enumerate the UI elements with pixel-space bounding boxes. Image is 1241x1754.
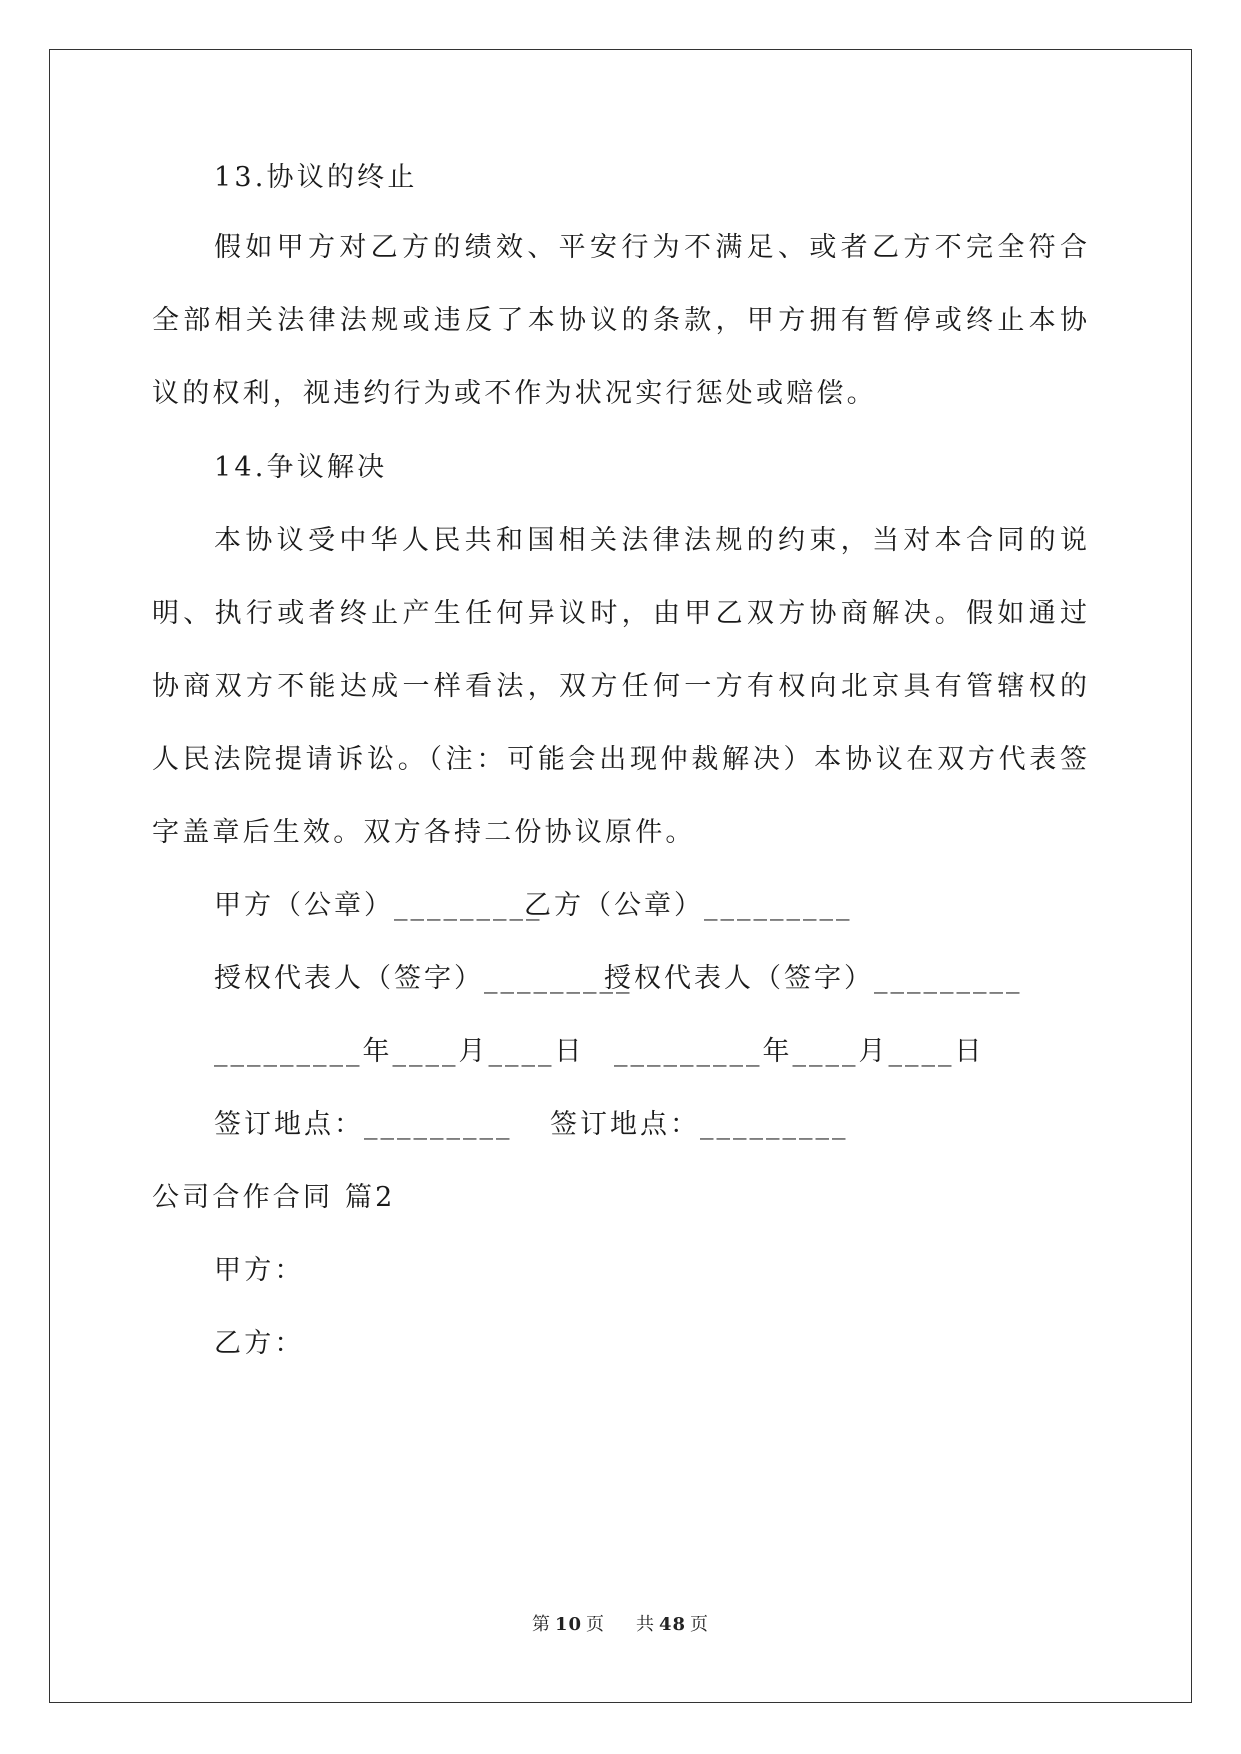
paragraph-line: 人民法院提请诉讼。（注：可能会出现仲裁解决）本协议在双方代表签 bbox=[152, 744, 1087, 775]
page-current: 10 bbox=[554, 1614, 583, 1635]
party-b-seal-line: 乙方（公章）_________ bbox=[524, 890, 853, 921]
page-border bbox=[49, 49, 1192, 1703]
party-a-date-line: _________年____月____日 bbox=[214, 1036, 585, 1067]
paragraph-line: 全部相关法律法规或违反了本协议的条款，甲方拥有暂停或终止本协 bbox=[152, 305, 1087, 336]
contract-2-party-a: 甲方： bbox=[214, 1255, 305, 1286]
paragraph-line: 协商双方不能达成一样看法，双方任何一方有权向北京具有管辖权的 bbox=[152, 671, 1087, 702]
page-footer bbox=[0, 1610, 1241, 1636]
paragraph-line: 字盖章后生效。双方各持二份协议原件。 bbox=[152, 817, 696, 848]
paragraph-line: 假如甲方对乙方的绩效、平安行为不满足、或者乙方不完全符合 bbox=[214, 232, 1087, 263]
page-total: 48 bbox=[658, 1614, 686, 1635]
contract-2-title: 公司合作合同 篇2 bbox=[152, 1182, 396, 1213]
party-a-seal-line: 甲方（公章）_________ bbox=[214, 890, 543, 921]
paragraph-line: 明、执行或者终止产生任何异议时，由甲乙双方协商解决。假如通过 bbox=[152, 598, 1087, 629]
party-a-place-line: 签订地点：_________ bbox=[214, 1109, 513, 1140]
paragraph-line: 本协议受中华人民共和国相关法律法规的约束，当对本合同的说 bbox=[214, 525, 1087, 556]
total-suffix: 页 bbox=[690, 1614, 709, 1635]
section-13-heading: 13.协议的终止 bbox=[214, 162, 418, 193]
paragraph-line: 议的权利，视违约行为或不作为状况实行惩处或赔偿。 bbox=[152, 378, 877, 409]
party-a-representative-line: 授权代表人（签字）_________ bbox=[214, 963, 633, 994]
page-prefix: 第 bbox=[531, 1614, 551, 1635]
party-b-representative-line: 授权代表人（签字）_________ bbox=[604, 963, 1023, 994]
page-suffix: 页 bbox=[586, 1614, 606, 1635]
contract-2-party-b: 乙方： bbox=[214, 1328, 305, 1359]
party-b-place-line: 签订地点：_________ bbox=[550, 1109, 849, 1140]
party-b-date-line: _________年____月____日 bbox=[614, 1036, 985, 1067]
section-14-heading: 14.争议解决 bbox=[214, 452, 388, 483]
total-prefix: 共 bbox=[635, 1614, 655, 1635]
